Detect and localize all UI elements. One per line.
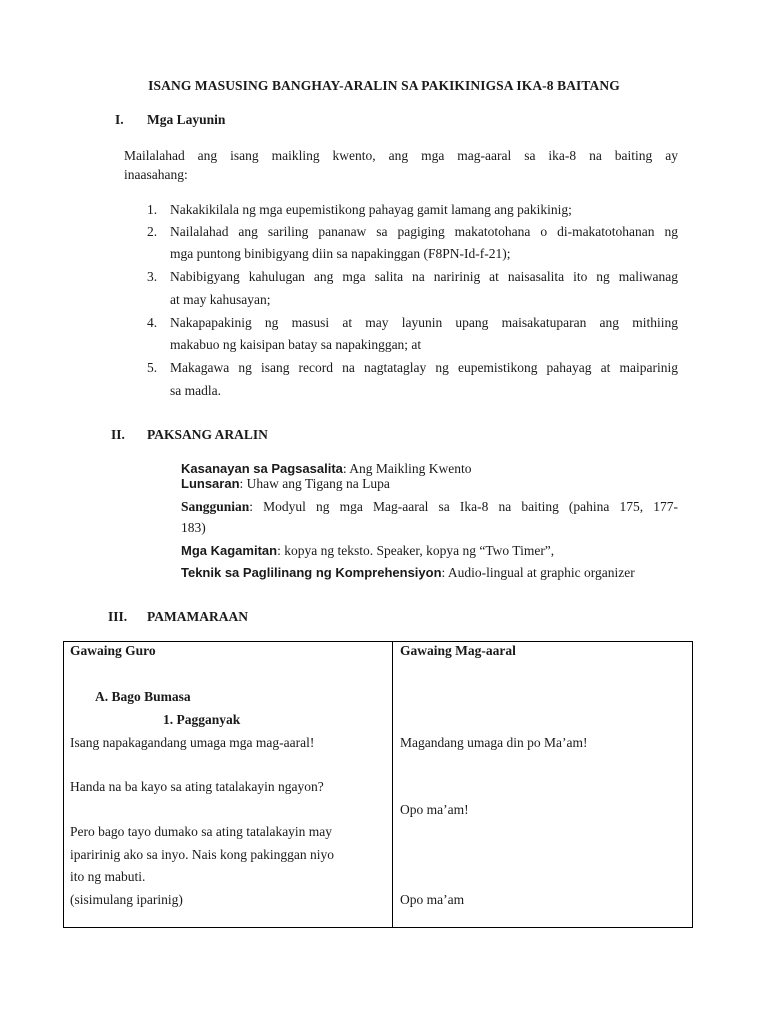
objective-number: 3. [147, 269, 158, 284]
subject-matter-item [181, 565, 635, 581]
objectives-intro-line1: Mailalahad ang isang maikling kwento, ang mga mag-aaral sa ika-8 na baiting ay [124, 148, 678, 163]
item-label: Teknik sa Paglilinang ng Komprehensiyon [181, 565, 442, 580]
subject-matter-item [181, 461, 472, 477]
objective-text-cont: makabuo ng kaisipan batay sa napakinggan; at [170, 337, 422, 352]
table-column-divider [392, 641, 393, 928]
item-value: : Ang Maikling Kwento [342, 461, 472, 476]
teacher-line: iparirinig ako sa inyo. Nais kong pakinggan niyo [70, 847, 334, 862]
objectives-intro-line2: inaasahang: [124, 167, 188, 182]
item-label: Mga Kagamitan [181, 543, 278, 558]
item-value: : Modyul ng mga Mag-aaral sa Ika-8 na baiting (pahina 175, 177- [249, 499, 678, 514]
item-label: Kasanayan sa Pagsasalita [181, 461, 343, 476]
objective-number: 4. [147, 315, 158, 330]
section-1-number: I. [115, 112, 124, 127]
document-title: ISANG MASUSING BANGHAY-ARALIN SA PAKIKINIGSA IKA-8 BAITANG [148, 78, 620, 93]
table-header-student: Gawaing Mag-aaral [400, 643, 516, 658]
table-subsubsection-heading: 1. Pagganyak [163, 712, 241, 727]
table-header-teacher: Gawaing Guro [70, 643, 156, 658]
objective-text-cont: mga puntong binibigyang diin sa napakinggan (F8PN-Id-f-21); [170, 246, 511, 261]
section-2-heading: PAKSANG ARALIN [147, 427, 268, 442]
teacher-line: Pero bago tayo dumako sa ating tatalakayin may [70, 824, 333, 839]
objective-number: 2. [147, 224, 158, 239]
item-value: : kopya ng teksto. Speaker, kopya ng “Two Timer”, [277, 543, 555, 558]
objective-text: Nailalahad ang sariling pananaw sa pagiging makatotohana o di-makatotohanan ng [170, 224, 678, 239]
objective-number: 5. [147, 360, 158, 375]
section-1-heading: Mga Layunin [147, 112, 226, 127]
item-value: : Uhaw ang Tigang na Lupa [239, 476, 390, 491]
teacher-line: (sisimulang iparinig) [70, 892, 183, 907]
objective-text: Nakakikilala ng mga eupemistikong pahayag gamit lamang ang pakikinig; [170, 202, 572, 217]
objective-text-cont: at may kahusayan; [170, 292, 271, 307]
subject-matter-item [181, 499, 678, 515]
teacher-line: ito ng mabuti. [70, 869, 146, 884]
item-value-cont: 183) [181, 520, 206, 535]
objective-text-cont: sa madla. [170, 383, 221, 398]
student-line: Opo ma’am! [400, 802, 469, 817]
student-line: Opo ma’am [400, 892, 465, 907]
subject-matter-item [181, 476, 390, 492]
item-value: : Audio-lingual at graphic organizer [441, 565, 635, 580]
section-2-number: II. [111, 427, 125, 442]
item-label: Sanggunian [181, 499, 250, 514]
objective-text: Makagawa ng isang record na nagtataglay ng eupemistikong pahayag at maiparinig [170, 360, 678, 375]
student-line: Magandang umaga din po Ma’am! [400, 735, 588, 750]
objective-number: 1. [147, 202, 158, 217]
objective-text: Nabibigyang kahulugan ang mga salita na naririnig at naisasalita ito ng maliwanag [170, 269, 678, 284]
table-subsection-heading: A. Bago Bumasa [95, 689, 191, 704]
item-label: Lunsaran [181, 476, 240, 491]
subject-matter-item [181, 543, 554, 559]
teacher-line: Handa na ba kayo sa ating tatalakayin ngayon? [70, 779, 324, 794]
section-3-heading: PAMAMARAAN [147, 609, 248, 624]
teacher-line: Isang napakagandang umaga mga mag-aaral! [70, 735, 315, 750]
section-3-number: III. [108, 609, 128, 624]
objective-text: Nakapapakinig ng masusi at may layunin upang maisakatuparan ang mithiing [170, 315, 678, 330]
